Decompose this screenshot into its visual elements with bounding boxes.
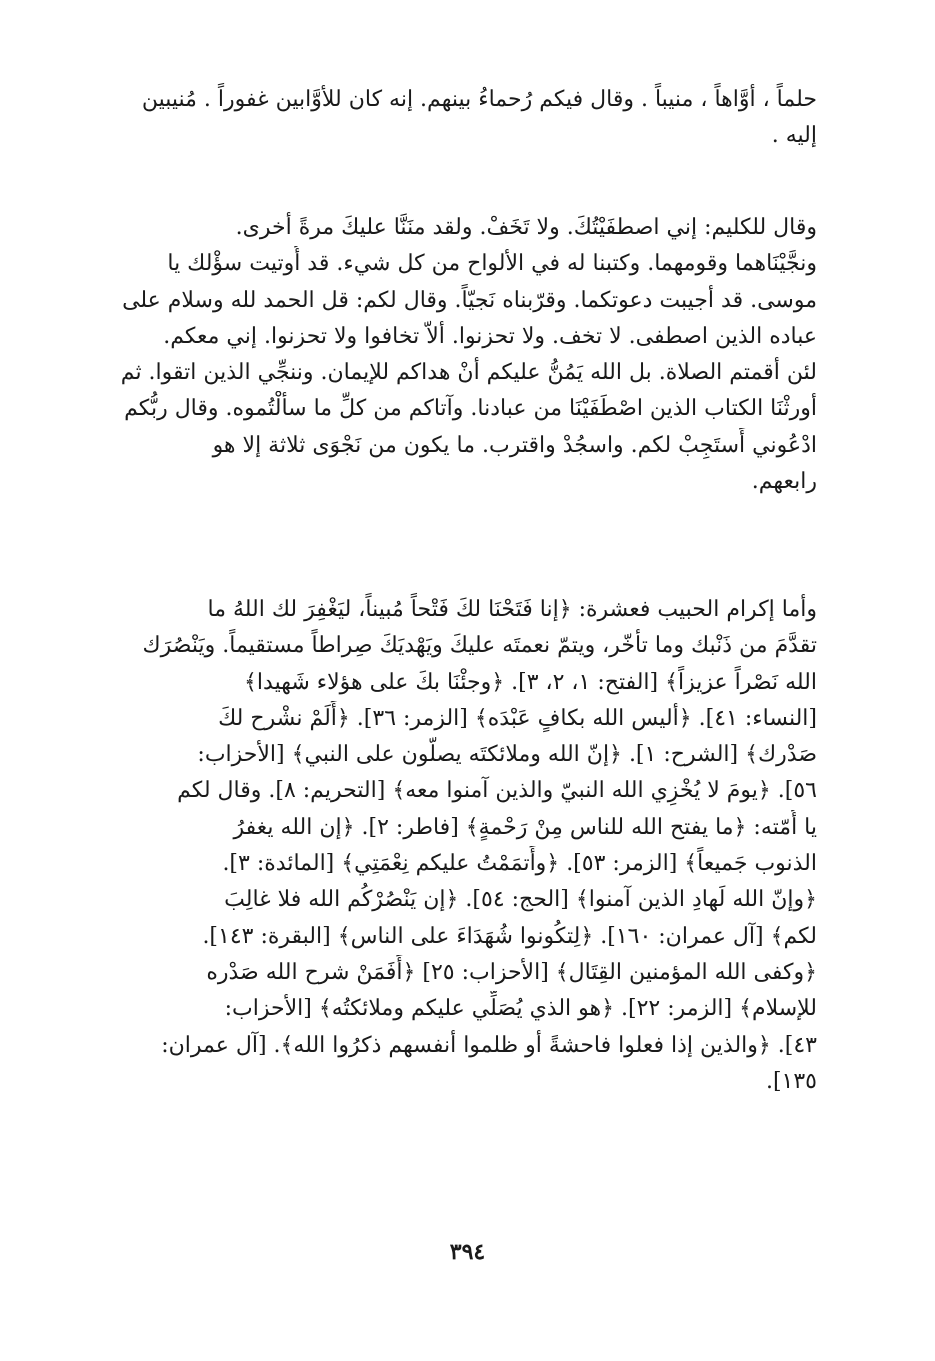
paragraph-3-line-11: ﴿وكفى الله المؤمنين القِتَال﴾ [الأحزاب: ٢٥] ﴿أَفَمَنْ شرح الله صَدْره xyxy=(206,959,817,985)
paragraph-3-line-7: يا أُمّته: ﴿ما يفتح الله للناس مِنْ رَحْمةٍ﴾ [فاطر: ٢]. ﴿إن الله يغفرُ xyxy=(233,814,817,840)
paragraph-3-line-8: الذنوب جَميعاً﴾ [الزمر: ٥٣]. ﴿وأَتمَمْتُ عليكم نِعْمَتِي﴾ [المائدة: ٣]. xyxy=(222,851,817,877)
paragraph-2-line-8: رابعهم. xyxy=(751,469,817,495)
paragraph-3-line-1: وأما إكرام الحبيب فعشرة: ﴿إنا فَتَحْنَا لكَ فَتْحاً مُبيناً، ليَغْفِرَ لك اللهُ ما xyxy=(207,597,817,622)
paragraph-2-line-1: وقال للكليم: إني اصطفَيْتُكَ. ولا تَخَفْ. ولقد منَنَّا عليكَ مرةً أخرى. xyxy=(235,215,817,240)
paragraph-3-line-12: للإسلام﴾ [الزمر: ٢٢]. ﴿هو الذي يُصَلِّي عليكم وملائكتُه﴾ [الأحزاب: xyxy=(224,996,817,1022)
paragraph-3-line-13: ٤٣]. ﴿والذين إذا فعلوا فاحشةً أو ظلموا أنفسهم ذكرُوا الله﴾. [آل عمران: xyxy=(161,1032,817,1058)
paragraph-2-line-6: أورثْنَا الكتاب الذين اصْطَفَيْنَا من عبادنا. وآتاكم من كلِّ ما سألْتُموه. وقال ربُّكم xyxy=(124,396,817,422)
paragraph-3-line-6: ٥٦]. ﴿يومَ لا يُخْزِي الله النبيّ والذين آمنوا معه﴾ [التحريم: ٨]. وقال لكم xyxy=(177,778,817,804)
paragraph-2 xyxy=(115,210,817,500)
paragraph-1 xyxy=(115,82,817,155)
paragraph-1-line-2: إليه . xyxy=(771,123,817,149)
paragraph-3 xyxy=(115,592,817,1100)
paragraph-3-line-5: صَدْرك﴾ [الشرح: ١]. ﴿إنّ الله وملائكتَه يصلُّون على النبي﴾ [الأحزاب: xyxy=(197,742,817,768)
paragraph-2-line-5: لئن أقمتم الصلاة. بل الله يَمُنُّ عليكم أنْ هداكم للإيمان. وننجِّي الذين اتقوا. ثم xyxy=(120,360,817,386)
paragraph-2-line-4: عباده الذين اصطفى. لا تخف. ولا تحزنوا. ألاّ تخافوا ولا تحزنوا. إني معكم. xyxy=(163,323,817,349)
paragraph-3-line-4: [النساء: ٤١]. ﴿أليس الله بكافٍ عَبْدَه﴾ [الزمر: ٣٦]. ﴿أَلَمْ نشْرح لكَ xyxy=(218,705,817,731)
paragraph-3-line-14: ١٣٥]. xyxy=(765,1068,817,1094)
paragraph-3-line-9: ﴿وإنّ الله لَهادِ الذين آمنوا﴾ [الحج: ٥٤]. ﴿إن يَنْصُرْكُم الله فلا غالِبَ xyxy=(224,887,817,913)
paragraph-3-line-2: تقدَّمَ من ذَنْبك وما تأخّر، ويتمّ نعمتَه عليكَ ويَهْديَكَ صِراطاً مستقيماً. ويَنْصُرَك xyxy=(142,633,817,659)
paragraph-2-line-2: ونجَّيْنَاهما وقومهما. وكتبنا له في الألواح من كل شيء. قد أُوتيت سؤْلك يا xyxy=(167,251,817,277)
paragraph-1-line-1: حلماً ، أوَّاهاً ، منيباً . وقال فيكم رُحماءُ بينهم. إنه كان للأوَّابين غفوراً . مُنيبين xyxy=(141,87,817,112)
page-number: ٣٩٤ xyxy=(449,1239,486,1265)
paragraph-3-line-10: لكم﴾ [آل عمران: ١٦٠]. ﴿لِتكُونوا شُهَدَاءَ على الناس﴾ [البقرة: ١٤٣]. xyxy=(202,923,817,949)
paragraph-2-line-3: موسى. قد أجيبت دعوتكما. وقرّبناه نَجيّاً. وقال لكم: قل الحمد لله وسلام على xyxy=(122,287,817,313)
paragraph-3-line-3: الله نَصْراً عزيزاً﴾ [الفتح: ١، ٢، ٣]. ﴿وجئْنَا بكَ على هؤلاء شَهيدا﴾ xyxy=(244,669,817,695)
paragraph-2-line-7: ادْعُوني أَستَجِبْ لكم. واسجُدْ واقترب. ما يكون من نَجْوَى ثلاثة إلا هو xyxy=(212,432,817,458)
